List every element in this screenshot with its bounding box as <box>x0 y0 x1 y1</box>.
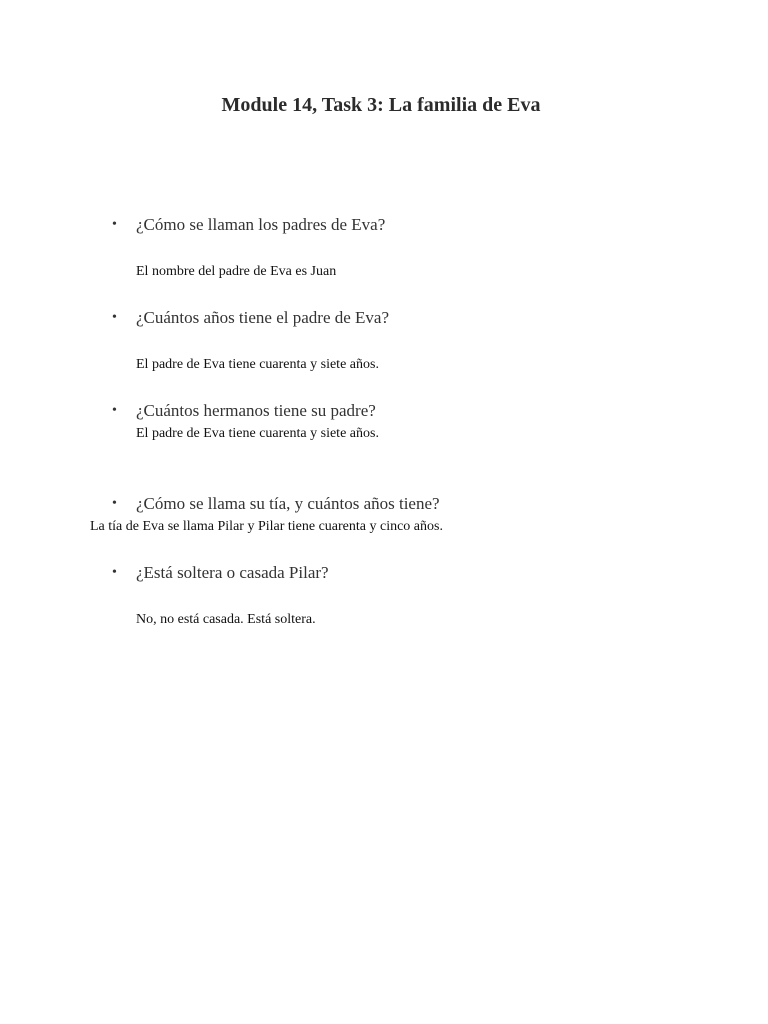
question-3-text: ¿Cuántos hermanos tiene su padre? <box>136 401 376 420</box>
question-4-text: ¿Cómo se llama su tía, y cuántos años tiene? <box>136 494 440 513</box>
answer-4: La tía de Eva se llama Pilar y Pilar tiene cuarenta y cinco años. <box>90 519 443 534</box>
bullet-icon: • <box>112 403 117 418</box>
bullet-icon: • <box>112 310 117 325</box>
question-1-text: ¿Cómo se llaman los padres de Eva? <box>136 215 386 234</box>
bullet-icon: • <box>112 217 117 232</box>
answer-3: El padre de Eva tiene cuarenta y siete años. <box>136 426 379 441</box>
question-3 <box>112 400 376 422</box>
question-4 <box>112 493 440 515</box>
question-5 <box>112 562 329 584</box>
question-2-text: ¿Cuántos años tiene el padre de Eva? <box>136 308 390 327</box>
page-title: Module 14, Task 3: La familia de Eva <box>221 94 541 116</box>
answer-2: El padre de Eva tiene cuarenta y siete años. <box>136 357 379 372</box>
question-2 <box>112 307 389 329</box>
question-5-text: ¿Está soltera o casada Pilar? <box>136 563 329 582</box>
bullet-icon: • <box>112 565 117 580</box>
answer-5: No, no está casada. Está soltera. <box>136 612 316 627</box>
answer-1: El nombre del padre de Eva es Juan <box>136 264 337 279</box>
question-1 <box>112 214 385 236</box>
bullet-icon: • <box>112 496 117 511</box>
